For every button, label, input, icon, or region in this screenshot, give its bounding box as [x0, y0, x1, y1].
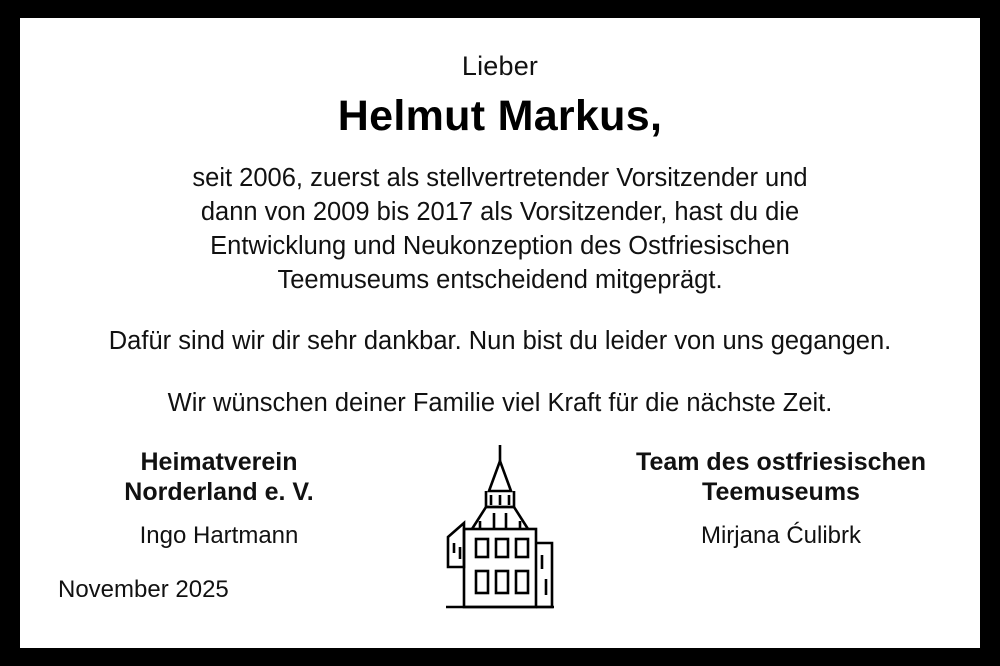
museum-building-logo-icon	[434, 443, 566, 613]
emblem-container	[415, 443, 585, 613]
left-organization-line1: Heimatverein	[140, 447, 298, 476]
signature-left	[54, 443, 384, 606]
left-person-name: Ingo Hartmann	[139, 521, 299, 549]
signature-right	[616, 443, 946, 551]
gratitude-body	[54, 325, 946, 359]
tribute-line-1: seit 2006, zuerst als stellvertretender Vorsitzender und	[192, 163, 808, 192]
tribute-line-4: Teemuseums entscheidend mitgeprägt.	[277, 265, 723, 294]
honoree-name: Helmut Markus,	[337, 91, 663, 140]
tribute-body	[54, 162, 946, 298]
obituary-card	[20, 18, 980, 648]
publication-date: November 2025	[58, 576, 229, 604]
right-person-name: Mirjana Ćulibrk	[700, 521, 862, 549]
right-organization	[616, 447, 946, 508]
salutation: Lieber	[461, 51, 539, 81]
tribute-line-3: Entwicklung und Neukonzeption des Ostfriesischen	[210, 231, 790, 260]
gratitude-line-2: Nun bist du leider von uns gegangen.	[468, 327, 892, 356]
wish-line: Wir wünschen deiner Familie viel Kraft für die nächste Zeit.	[167, 389, 833, 418]
right-organization-line2: Teemuseums	[702, 478, 860, 507]
left-organization	[54, 447, 384, 508]
gratitude-line-1: Dafür sind wir dir sehr dankbar.	[108, 327, 462, 356]
right-organization-line1: Team des ostfriesischen	[636, 447, 926, 476]
left-organization-line2: Norderland e. V.	[124, 478, 314, 507]
tribute-line-2: dann von 2009 bis 2017 als Vorsitzender, hast du die	[200, 197, 800, 226]
signature-area	[54, 443, 946, 628]
